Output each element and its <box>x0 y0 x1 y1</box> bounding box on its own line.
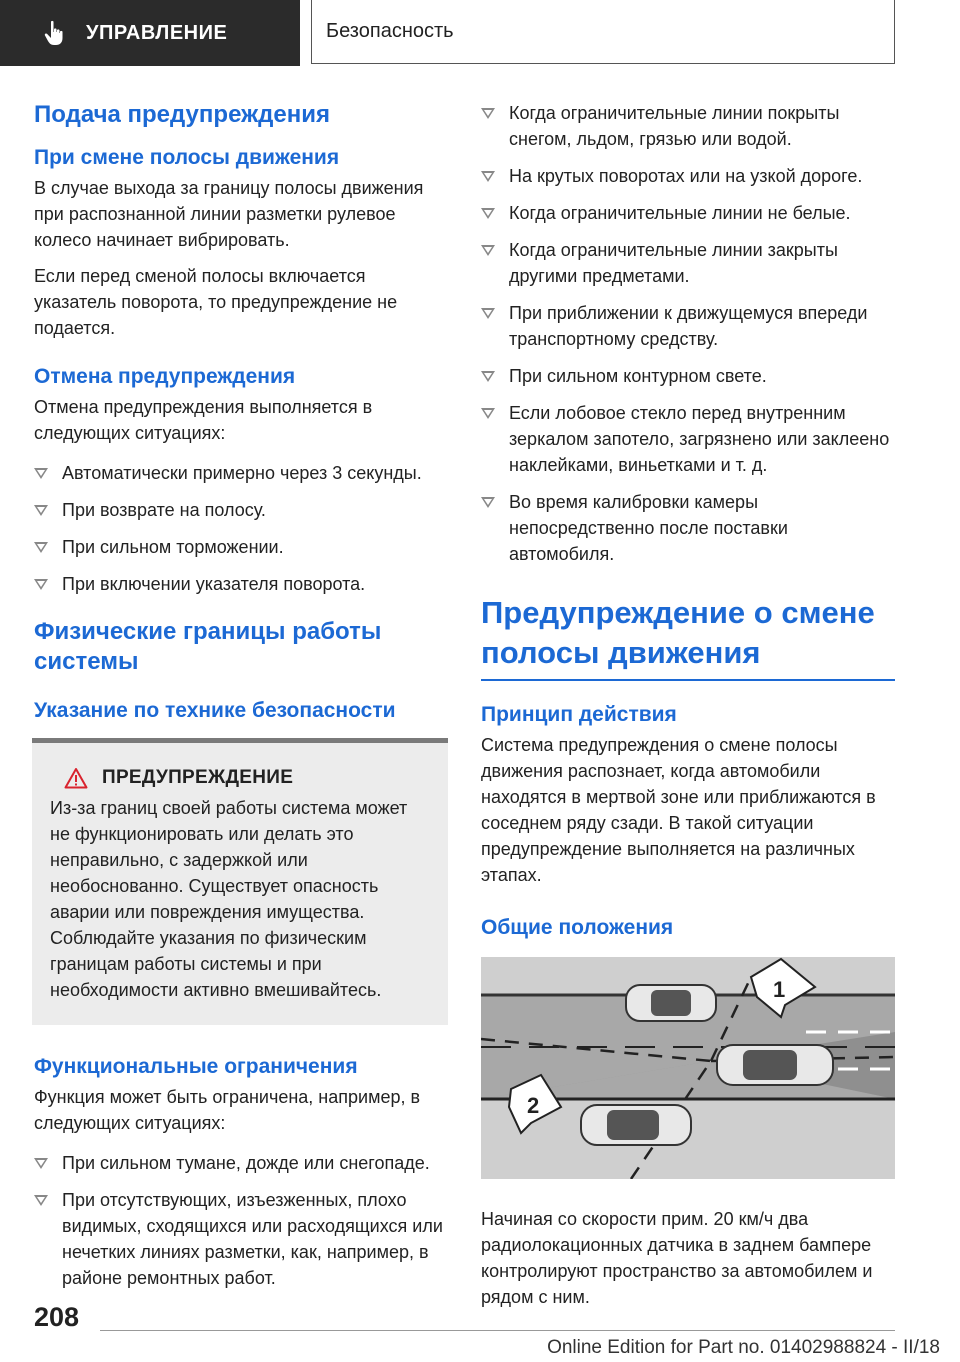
svg-text:1: 1 <box>773 977 786 1002</box>
list-item: При возврате на полосу. <box>34 497 448 523</box>
bullet-triangle-icon <box>34 579 48 590</box>
list-item: Когда ограничительные линии закрыты другими предметами. <box>481 237 895 289</box>
bullet-triangle-icon <box>34 1158 48 1169</box>
paragraph: Отмена предупреждения выполняется в следующих ситуациях: <box>34 397 373 443</box>
paragraph: Если перед сменой полосы включается указатель поворота, то предупреждение не подается. <box>34 266 398 338</box>
paragraph: Функция может быть ограничена, например, в следующих ситуациях: <box>34 1087 421 1133</box>
heading-safety-note: Указание по технике безопасности <box>34 699 396 722</box>
chapter-title: Безопасность <box>326 20 454 42</box>
paragraph: В случае выхода за границу полосы движения при распознанной линии разметки рулевое колесо начинает вибрировать. <box>34 178 424 250</box>
warning-header <box>64 767 430 789</box>
list-item: На крутых поворотах или на узкой дороге. <box>481 163 895 189</box>
car-icon <box>581 1105 691 1145</box>
list-item: При сильном тумане, дожде или снегопаде. <box>34 1150 448 1176</box>
list-item: Если лобовое стекло перед внутренним зеркалом запотело, загрязнено или заклеено наклейками, виньетками и т. д. <box>481 400 895 478</box>
blind-spot-illustration <box>481 957 895 1179</box>
warning-triangle-icon <box>64 767 88 789</box>
hand-icon <box>40 18 70 48</box>
paragraph: Система предупреждения о смене полосы движения распознает, когда автомобили находятся в мертвой зоне или приближаются в соседнем ряду сзади. В такой ситуации предупреждение выполняется на различных этапах. <box>481 735 876 885</box>
right-column <box>481 100 895 1320</box>
warning-text: Из-за границ своей работы система может не функционировать или делать это неправильно, с задержкой или необоснованно. Существует опасность аварии или повреждения имущества. Соблюдайте указания по физическим границам работы системы и при необходимости активно вмешивайтесь. <box>50 798 408 1000</box>
cancel-list <box>34 460 448 597</box>
section-title: УПРАВЛЕНИЕ <box>86 21 228 44</box>
warning-title: ПРЕДУПРЕЖДЕНИЕ <box>102 767 294 788</box>
func-limits-list <box>34 1150 448 1291</box>
warning-box <box>32 738 448 1025</box>
bullet-triangle-icon <box>34 505 48 516</box>
footer-divider <box>100 1330 895 1331</box>
bullet-triangle-icon <box>481 371 495 382</box>
bullet-triangle-icon <box>481 108 495 119</box>
svg-text:2: 2 <box>527 1093 540 1118</box>
bullet-triangle-icon <box>34 468 48 479</box>
heading-func-limits: Функциональные ограничения <box>34 1055 358 1078</box>
heading-limits: Физические границы работы системы <box>34 618 382 675</box>
list-item: Когда ограничительные линии покрыты снегом, льдом, грязью или водой. <box>481 100 895 152</box>
bullet-triangle-icon <box>481 497 495 508</box>
car-icon <box>626 985 716 1021</box>
heading-lane-change-warning: Предупреждение о смене полосы движения <box>481 595 875 670</box>
list-item: При сильном торможении. <box>34 534 448 560</box>
heading-rule <box>481 679 895 681</box>
page-number: 208 <box>34 1302 80 1332</box>
footer-edition: Online Edition for Part no. 01402988824 - II/18 <box>547 1337 940 1358</box>
list-item: При сильном контурном свете. <box>481 363 895 389</box>
list-item: При приближении к движущемуся впереди транспортному средству. <box>481 300 895 352</box>
car-icon <box>717 1045 833 1085</box>
bullet-triangle-icon <box>481 408 495 419</box>
paragraph: Начиная со скорости прим. 20 км/ч два радиолокационных датчика в заднем бампере контролируют пространство за автомобилем и рядом с ним. <box>481 1209 873 1307</box>
heading-lane-change: При смене полосы движения <box>34 146 340 169</box>
heading-principle: Принцип действия <box>481 703 677 726</box>
bullet-triangle-icon <box>481 208 495 219</box>
func-limits-list-continued <box>481 100 895 567</box>
list-item: Автоматически примерно через 3 секунды. <box>34 460 448 486</box>
left-column <box>34 100 448 1303</box>
list-item: При отсутствующих, изъезженных, плохо видимых, сходящихся или расходящихся или нечетких линиях разметки, как, например, в районе ремонтных работ. <box>34 1187 448 1291</box>
bullet-triangle-icon <box>481 245 495 256</box>
bullet-triangle-icon <box>34 1195 48 1206</box>
bullet-triangle-icon <box>481 308 495 319</box>
chapter-header <box>311 0 895 64</box>
list-item: Когда ограничительные линии не белые. <box>481 200 895 226</box>
bullet-triangle-icon <box>34 542 48 553</box>
list-item: При включении указателя поворота. <box>34 571 448 597</box>
list-item: Во время калибровки камеры непосредственно после поставки автомобиля. <box>481 489 895 567</box>
bullet-triangle-icon <box>481 171 495 182</box>
heading-cancel: Отмена предупреждения <box>34 365 296 388</box>
heading-warning-output: Подача предупреждения <box>34 101 330 128</box>
section-tab <box>0 0 300 66</box>
heading-general: Общие положения <box>481 916 674 939</box>
